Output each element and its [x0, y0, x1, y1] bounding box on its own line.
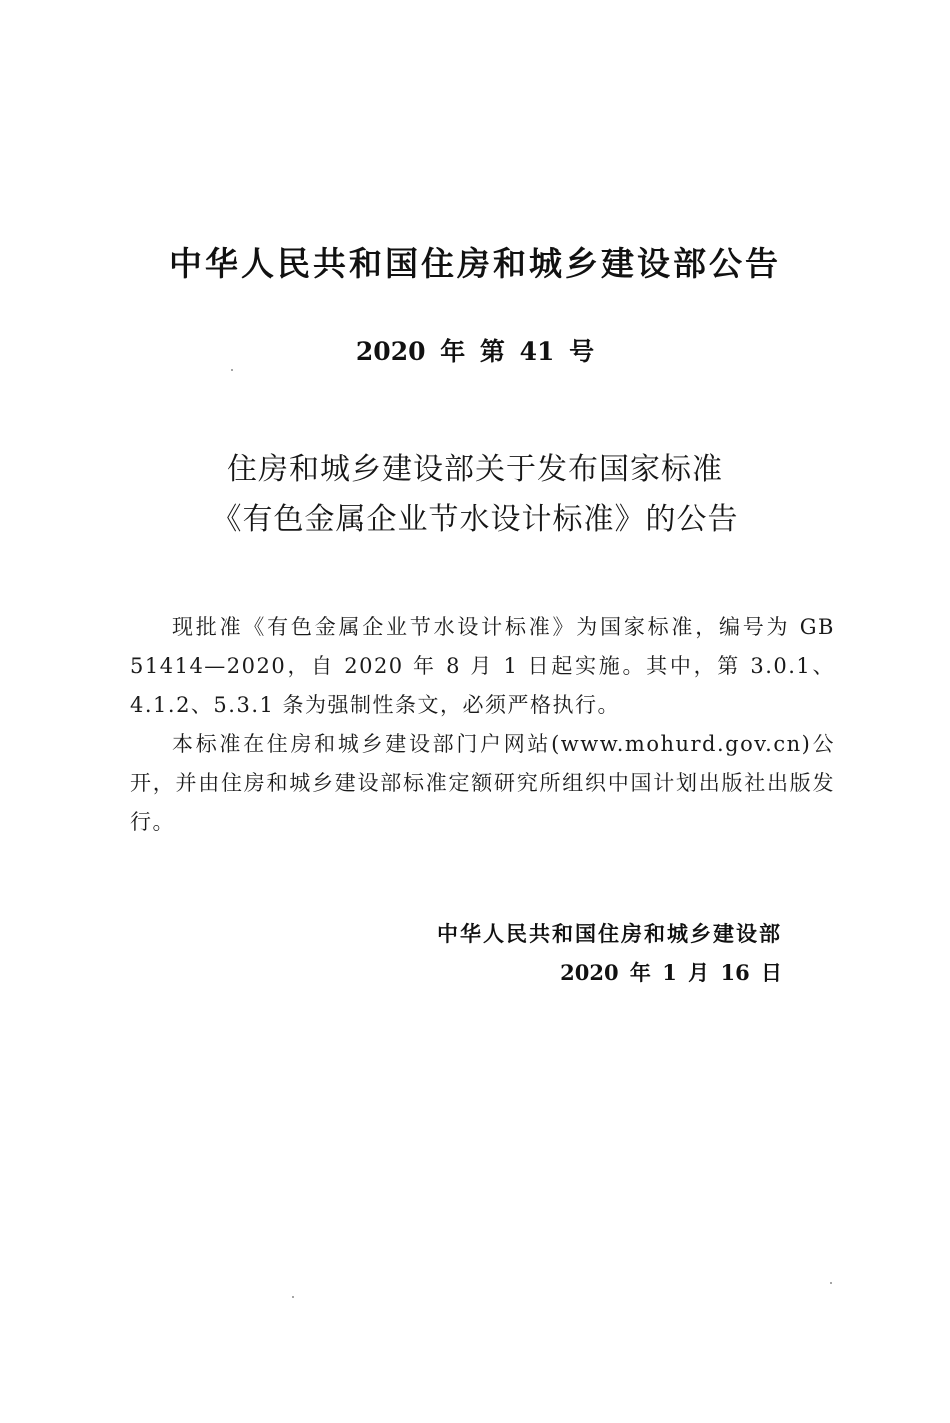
announcement-body [130, 608, 835, 842]
signature-date: 2020 年 1 月 16 日 [560, 960, 782, 985]
announcement-subtitle [0, 445, 950, 545]
body-paragraph: 本标准在住房和城乡建设部门户网站(www.mohurd.gov.cn)公开，并由住房和城乡建设部标准定额研究所组织中国计划出版社出版发行。 [130, 732, 835, 834]
signature-organization: 中华人民共和国住房和城乡建设部 [437, 922, 782, 946]
body-paragraph: 现批准《有色金属企业节水设计标准》为国家标准，编号为 GB 51414—2020，自 2020 年 8 月 1 日起实施。其中，第 3.0.1、4.1.2、5.3.1 条为强制性条文，必须严格执行。 [130, 615, 835, 717]
scan-speck [830, 1282, 832, 1284]
subtitle-line: 住房和城乡建设部关于发布国家标准 [227, 452, 723, 487]
scan-speck [292, 1296, 294, 1298]
announcement-title: 中华人民共和国住房和城乡建设部公告 [169, 244, 781, 283]
announcement-number: 2020 年 第 41 号 [355, 337, 595, 366]
subtitle-line: 《有色金属企业节水设计标准》的公告 [211, 502, 739, 537]
scan-speck [231, 369, 233, 371]
